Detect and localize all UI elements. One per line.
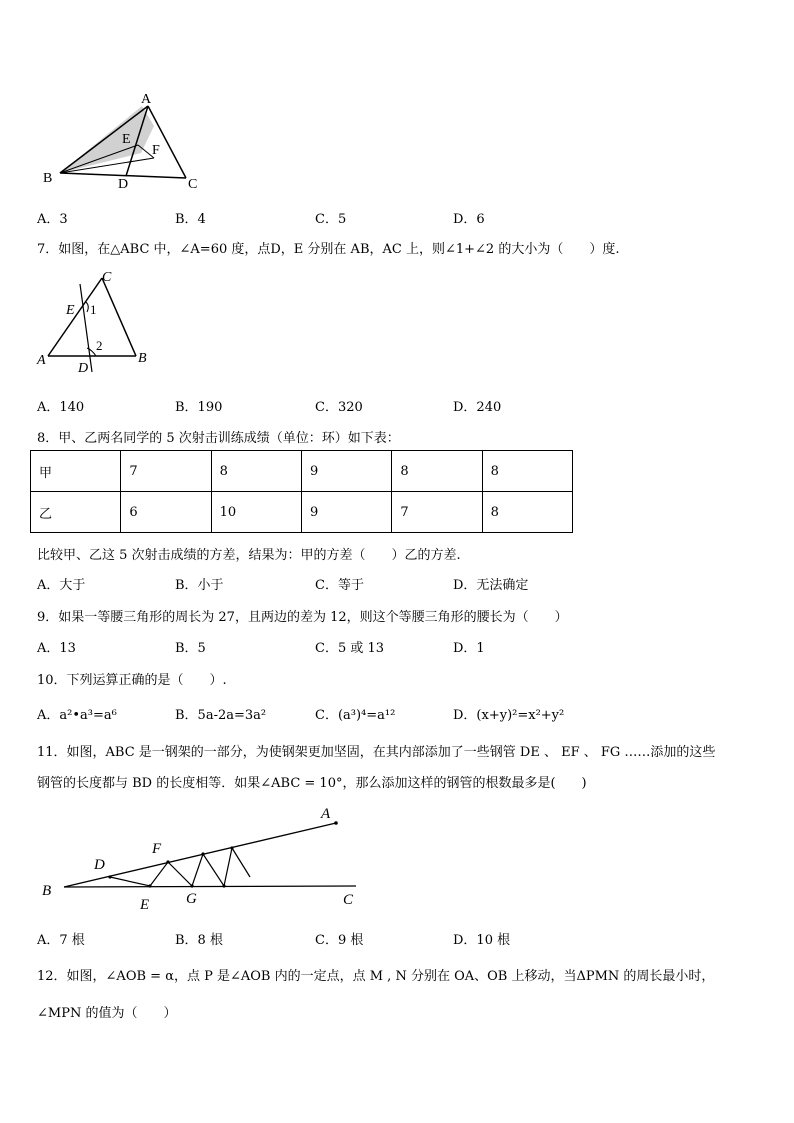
fig6-label-D: D	[118, 177, 129, 192]
q7-option-a: A．140	[37, 400, 85, 415]
fig7-label-2: 2	[96, 338, 103, 353]
q6-option-a: A．3	[37, 212, 68, 227]
table-cell: 8	[482, 451, 572, 492]
q8-text: 8．甲、乙两名同学的 5 次射击训练成绩（单位：环）如下表：	[37, 431, 400, 446]
fig11-label-B: B	[42, 883, 52, 899]
q6-option-c: C．5	[315, 212, 347, 227]
table-row	[31, 451, 573, 492]
table-cell: 9	[302, 492, 392, 533]
q7-option-b: B．190	[175, 400, 223, 415]
q11-text-line1: 11．如图，ABC 是一钢架的一部分，为使钢架更加坚固，在其内部添加了一些钢管 DE 、 EF 、 FG ……添加的这些	[37, 745, 716, 760]
fig7-label-D: D	[78, 361, 89, 376]
q8-option-b: B．小于	[175, 578, 224, 593]
q12-text-line2: ∠MPN 的值为（ ）	[37, 1006, 177, 1021]
table-cell: 8	[392, 451, 482, 492]
table-cell: 9	[302, 451, 392, 492]
q8-option-d: D．无法确定	[453, 578, 529, 593]
fig6-label-E: E	[122, 132, 131, 147]
fig11-label-C: C	[343, 892, 354, 908]
q7-option-c: C．320	[315, 400, 363, 415]
fig6-label-A: A	[141, 92, 152, 107]
q6-option-b: B．4	[175, 212, 206, 227]
q11-option-b: B．8 根	[175, 933, 223, 948]
q7-option-d: D．240	[453, 400, 502, 415]
table-cell: 7	[121, 451, 211, 492]
figure-q7	[30, 268, 160, 380]
fig7-label-1: 1	[90, 302, 97, 317]
q11-option-d: D．10 根	[453, 933, 511, 948]
fig6-label-C: C	[188, 177, 198, 192]
fig7-label-A: A	[37, 353, 46, 368]
q12-text-line1: 12．如图，∠AOB = α，点 P 是∠AOB 内的一定点，点 M , N 分别在 OA、OB 上移动，当ΔPMN 的周长最小时，	[37, 969, 715, 984]
q8-option-a: A．大于	[37, 578, 86, 593]
q11-option-a: A．7 根	[37, 933, 85, 948]
fig11-label-A: A	[321, 806, 331, 822]
q9-option-a: A．13	[37, 641, 76, 656]
table-cell: 甲	[31, 451, 121, 492]
q10-option-c: C．(a³)⁴=a¹²	[315, 708, 396, 723]
fig7-label-C: C	[102, 270, 112, 285]
figure-q6	[38, 88, 208, 198]
table-cell: 乙	[31, 492, 121, 533]
fig11-label-G: G	[186, 891, 197, 907]
q9-option-c: C．5 或 13	[315, 641, 385, 656]
q11-text-line2: 钢管的长度都与 BD 的长度相等．如果∠ABC = 10°，那么添加这样的钢管的根数最多是( )	[37, 776, 587, 791]
q9-text: 9．如果一等腰三角形的周长为 27，且两边的差为 12，则这个等腰三角形的腰长为（ ）	[37, 610, 568, 625]
table-cell: 8	[211, 451, 301, 492]
q6-option-d: D．6	[453, 212, 485, 227]
q10-option-b: B．5a-2a=3a²	[175, 708, 267, 723]
q8-after-text: 比较甲、乙这 5 次射击成绩的方差，结果为：甲的方差（ ）乙的方差.	[37, 548, 461, 563]
q7-text: 7．如图，在△ABC 中，∠A=60 度，点D，E 分别在 AB，AC 上，则∠1+∠2 的大小为（ ）度.	[37, 242, 620, 257]
q10-option-a: A．a²•a³=a⁶	[37, 708, 117, 723]
q9-option-d: D．1	[453, 641, 485, 656]
fig7-label-B: B	[138, 351, 147, 366]
fig6-label-B: B	[43, 171, 53, 186]
score-table	[30, 450, 573, 533]
q10-option-d: D．(x+y)²=x²+y²	[453, 708, 565, 723]
q8-option-c: C．等于	[315, 578, 364, 593]
table-cell: 10	[211, 492, 301, 533]
fig11-label-E: E	[140, 897, 150, 912]
q10-text: 10．下列运算正确的是（ ）.	[37, 673, 227, 688]
table-cell: 8	[482, 492, 572, 533]
q11-option-c: C．9 根	[315, 933, 364, 948]
figure-q11	[36, 800, 366, 912]
fig7-label-E: E	[66, 303, 75, 318]
table-cell: 7	[392, 492, 482, 533]
fig11-label-D: D	[94, 857, 105, 873]
table-cell: 6	[121, 492, 211, 533]
q9-option-b: B．5	[175, 641, 206, 656]
fig6-label-F: F	[152, 143, 160, 158]
fig11-label-F: F	[152, 841, 162, 857]
table-row	[31, 492, 573, 533]
